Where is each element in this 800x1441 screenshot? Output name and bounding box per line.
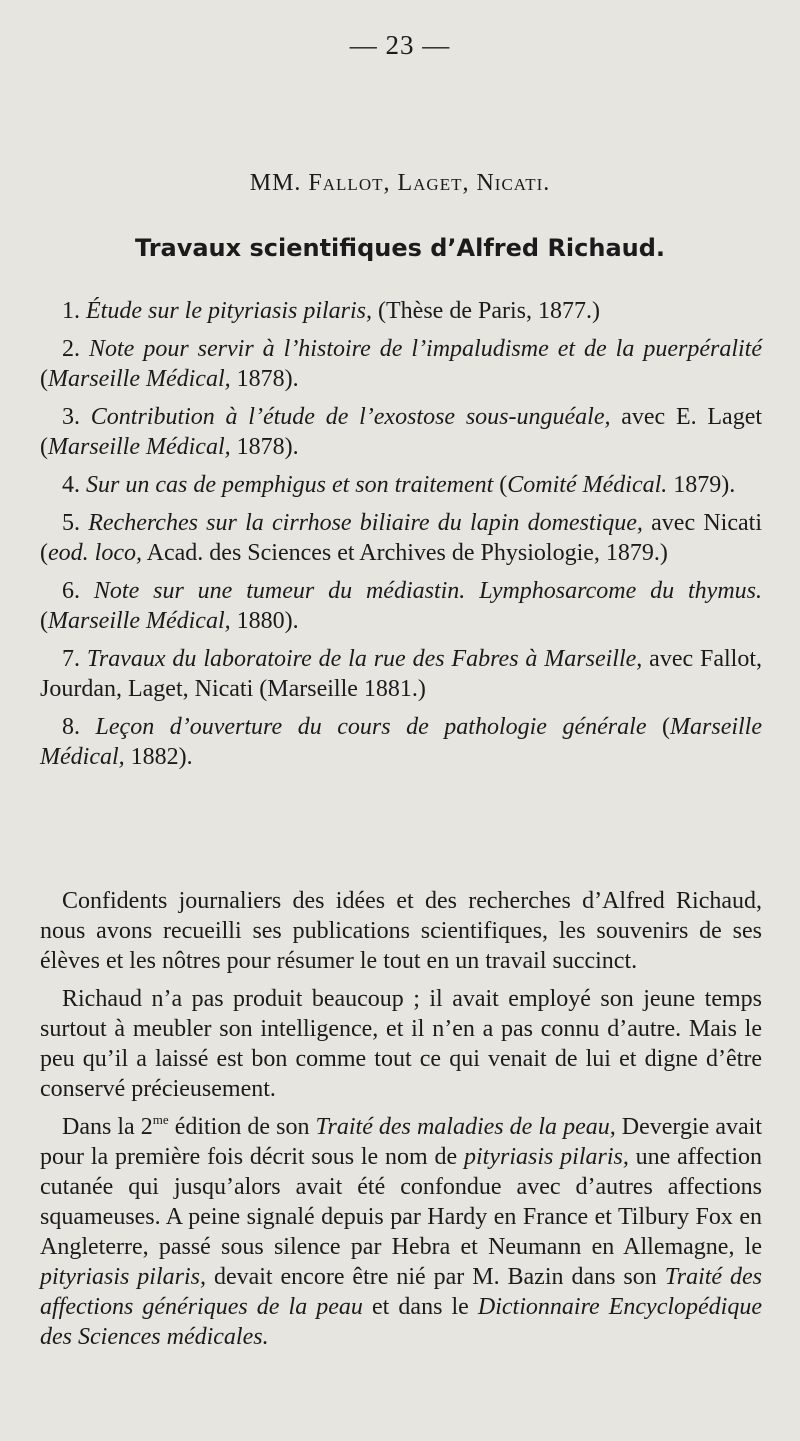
book-title: Traité des maladies de la peau, [315, 1114, 616, 1140]
publication-details: 1878). [230, 434, 299, 460]
publication-number: 5. [62, 510, 80, 536]
publication-item [40, 644, 762, 704]
text-run: une affection cutanée qui jusqu’alors avait été confondue avec d’autres affections squameuses. A peine signalé depuis par Hardy en France et Tilbury Fox en Angleterre, passé sous silence par Hebra et Neumann en Allemagne, le [40, 1144, 762, 1260]
publication-title: Contribution à l’étude de l’exostose sous-unguéale, [90, 404, 611, 430]
publication-item [40, 470, 762, 500]
paragraph: Confidents journaliers des idées et des recherches d’Alfred Richaud, nous avons recueilli ses publications scientifiques, les souvenirs de ses élèves et les nôtres pour résumer le tout en un travail succinct. [40, 888, 762, 974]
publication-details: 1880). [230, 608, 299, 634]
publication-details: avec Fallot, Jourdan, Laget, Nicati (Marseille 1881.) [40, 646, 763, 702]
text-run: Dans la 2 [62, 1114, 153, 1140]
publication-number: 3. [62, 404, 80, 430]
publication-item [40, 576, 762, 636]
publication-title: Note pour servir à l’histoire de l’impaludisme et de la puerpéralité [89, 336, 762, 362]
authors-line [0, 170, 800, 197]
publication-title: Sur un cas de pemphigus et son traitement [86, 472, 494, 498]
author-name: Nicati [476, 170, 544, 196]
paragraph: Richaud n’a pas produit beaucoup ; il avait employé son jeune temps surtout à meubler son intelligence, et il n’en a pas connu d’autre. Mais le peu qu’il a laissé est bon comme tout ce qui venait de lui et digne d’être conservé précieusement. [40, 986, 762, 1102]
publication-item [40, 402, 762, 462]
publication-title: Leçon d’ouverture du cours de pathologie générale [95, 714, 647, 740]
author-name: Laget [397, 170, 463, 196]
disease-name: pityriasis pilaris, [40, 1264, 206, 1290]
publication-journal: Marseille Médical, [40, 714, 762, 770]
publication-item [40, 508, 762, 568]
publication-title: Recherches sur la cirrhose biliaire du lapin domestique, [88, 510, 643, 536]
text-run: édition de son [168, 1114, 316, 1140]
publication-details: ( [646, 714, 671, 740]
author-separator: , [462, 170, 477, 196]
publication-details: (Thèse de Paris, 1877.) [372, 298, 600, 324]
publication-number: 2. [62, 336, 80, 362]
author-name: Fallot [308, 170, 384, 196]
text-run: et dans le [362, 1294, 478, 1320]
authors-prefix: MM. [249, 170, 302, 196]
publication-details: avec Nicati ( [40, 510, 762, 566]
book-title: Traité des affections génériques de la peau [40, 1264, 763, 1320]
body-text [40, 886, 762, 1360]
publication-number: 6. [62, 578, 80, 604]
paragraph [40, 1112, 762, 1352]
author-separator: , [383, 170, 398, 196]
text-run: devait encore être nié par M. Bazin dans son [205, 1264, 665, 1290]
authors-end: . [543, 170, 551, 196]
section-title: Travaux scientifiques d’Alfred Richaud. [134, 234, 666, 262]
publication-journal: Marseille Médical, [48, 366, 231, 392]
publication-item [40, 712, 762, 772]
publication-details: 1879). [667, 472, 736, 498]
publication-details: Acad. des Sciences et Archives de Physiologie, 1879.) [141, 540, 668, 566]
publication-title: Travaux du laboratoire de la rue des Fabres à Marseille, [86, 646, 643, 672]
publication-item [40, 296, 762, 326]
publication-journal: eod. loco, [48, 540, 142, 566]
page-number: — 23 — [349, 30, 451, 60]
ordinal-superscript: me [152, 1112, 169, 1127]
publication-details: 1878). [230, 366, 299, 392]
publications-list [40, 296, 762, 772]
disease-name: pityriasis pilaris, [463, 1144, 629, 1170]
publication-journal: Marseille Médical, [48, 434, 231, 460]
text-run: Devergie avait pour la première fois décrit sous le nom de [40, 1114, 762, 1170]
publication-details: 1882). [124, 744, 193, 770]
publication-title: Étude sur le pityriasis pilaris, [86, 298, 373, 324]
publication-details: avec E. Laget ( [40, 404, 763, 460]
publication-number: 1. [62, 298, 80, 324]
publication-details: ( [493, 472, 508, 498]
publication-details: ( [40, 608, 48, 634]
publication-number: 8. [62, 714, 80, 740]
publication-journal: Marseille Médical, [48, 608, 231, 634]
publication-title: Note sur une tumeur du médiastin. Lymphosarcome du thymus. [93, 578, 763, 604]
publication-details: ( [40, 366, 48, 392]
publication-journal: Comité Médical. [507, 472, 668, 498]
publication-item [40, 334, 762, 394]
book-title: Dictionnaire Encyclopédique des Sciences médicales. [40, 1294, 763, 1350]
publication-number: 4. [62, 472, 80, 498]
publication-number: 7. [62, 646, 80, 672]
